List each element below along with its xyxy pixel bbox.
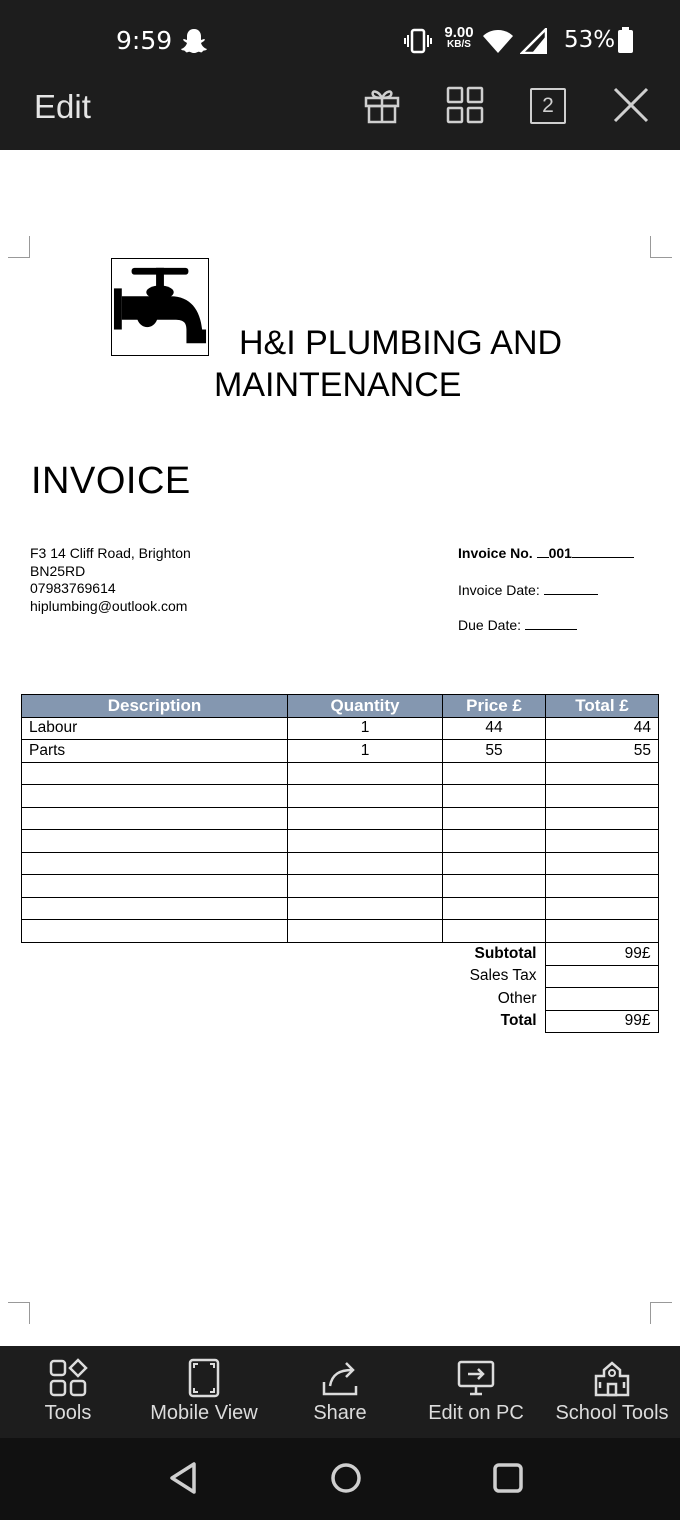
table-cell [288,830,443,853]
table-cell [22,897,288,920]
tools-label: Tools [44,1402,92,1424]
table-row [22,852,659,875]
invoice-number [458,545,634,561]
table-cell [288,807,443,830]
column-header: Quantity [288,695,443,718]
school-tools-button[interactable] [548,1346,676,1438]
edit-on-pc-label: Edit on PC [428,1402,524,1424]
table-row [22,875,659,898]
network-speed-unit: KB/S [447,39,471,50]
table-cell [288,920,443,943]
table-cell [443,875,546,898]
share-icon [320,1358,360,1398]
document-page[interactable] [0,150,680,1346]
table-row [22,762,659,785]
table-cell: 55 [546,740,659,763]
due-date-label: Due Date: [458,617,522,633]
total-row [440,1010,658,1033]
company-name: H&I PLUMBING AND MAINTENANCE [214,324,563,404]
column-header: Total £ [546,695,659,718]
due-date [458,617,577,633]
due-date-field [525,617,577,630]
total-label: Total [500,1012,537,1030]
table-cell [546,807,659,830]
crop-mark [650,236,672,258]
edit-button[interactable]: Edit [34,88,91,125]
table-row [22,897,659,920]
table-row [22,785,659,808]
table-cell [288,785,443,808]
table-row [22,920,659,943]
tools-grid-icon [48,1358,88,1398]
table-cell [288,852,443,875]
table-cell [22,762,288,785]
vibrate-icon [404,28,432,54]
table-row [22,830,659,853]
school-icon [592,1358,632,1398]
close-button[interactable] [610,84,652,126]
status-time: 9:59 [116,26,173,55]
other-label: Other [497,989,537,1007]
table-cell [22,875,288,898]
invoice-date-field [544,582,598,595]
table-cell: 1 [288,717,443,740]
share-label: Share [313,1402,367,1424]
table-cell: 1 [288,740,443,763]
table-cell [546,762,659,785]
table-cell [443,920,546,943]
table-cell [443,830,546,853]
table-cell: Parts [22,740,288,763]
table-cell: Labour [22,717,288,740]
wifi-icon [482,28,514,54]
address-line: F3 14 Cliff Road, Brighton [30,545,191,561]
table-cell [546,830,659,853]
other-value [545,988,658,1011]
table-row [22,717,659,740]
column-header: Price £ [443,695,546,718]
system-nav-bar [0,1438,680,1520]
battery-percentage: 53% [564,27,616,53]
page-count-button[interactable]: 2 [530,88,566,124]
table-cell [288,897,443,920]
table-row [22,740,659,763]
table-cell [22,852,288,875]
bottom-toolbar [0,1346,680,1438]
tools-button[interactable] [28,1346,108,1438]
table-cell: 44 [546,717,659,740]
back-icon[interactable] [164,1458,204,1498]
table-cell [443,785,546,808]
invoice-items-table [21,694,659,943]
sales-tax-label: Sales Tax [469,967,537,985]
table-cell: 55 [443,740,546,763]
table-row [22,807,659,830]
close-icon [610,84,652,126]
table-cell [443,762,546,785]
crop-mark [8,236,30,258]
invoice-heading: INVOICE [31,460,191,502]
crop-mark [8,1302,30,1324]
crop-mark [650,1302,672,1324]
sales-tax-row [440,965,658,988]
table-cell [546,897,659,920]
totals-table [440,942,659,1033]
grid-icon [444,84,486,126]
table-cell [546,920,659,943]
table-cell [443,807,546,830]
network-speed [442,24,476,51]
table-cell [288,762,443,785]
table-cell: 44 [443,717,546,740]
faucet-logo [111,258,209,356]
home-icon[interactable] [326,1458,366,1498]
grid-view-button[interactable] [444,84,486,126]
email-address: hiplumbing@outlook.com [30,597,188,614]
phone-number: 07983769614 [30,580,116,596]
edit-on-pc-icon [456,1358,496,1398]
column-header: Description [22,695,288,718]
mobile-view-label: Mobile View [150,1402,258,1424]
underline [537,545,549,558]
sales-tax-value [545,965,658,988]
subtotal-row [440,943,658,966]
subtotal-label: Subtotal [474,944,537,962]
invoice-number-label: Invoice No. [458,545,533,561]
total-value: 99£ [545,1010,658,1033]
mobile-view-icon [184,1358,224,1398]
school-tools-label: School Tools [555,1402,669,1424]
table-cell [288,875,443,898]
edit-on-pc-button[interactable] [420,1346,532,1438]
address-block [30,545,191,615]
recents-icon[interactable] [488,1458,528,1498]
battery-icon [617,27,634,54]
network-speed-value: 9.00 [444,24,474,41]
gift-button[interactable] [361,84,403,126]
table-cell [546,875,659,898]
status-bar [0,0,680,62]
other-row [440,988,658,1011]
table-cell [22,830,288,853]
subtotal-value: 99£ [545,943,658,966]
table-header-row [22,695,659,718]
faucet-icon [112,259,208,355]
invoice-number-value: 001 [548,545,572,561]
table-cell [546,785,659,808]
invoice-date-label: Invoice Date: [458,582,540,598]
underline [572,545,634,558]
gift-icon [361,84,403,126]
cell-signal-icon [520,28,547,54]
invoice-date [458,582,598,598]
share-button[interactable] [300,1346,380,1438]
table-cell [22,920,288,943]
table-cell [443,852,546,875]
mobile-view-button[interactable] [140,1346,268,1438]
table-cell [22,785,288,808]
table-cell [546,852,659,875]
snapchat-icon [180,27,208,55]
address-line: BN25RD [30,562,86,579]
app-bar [0,62,680,150]
table-cell [443,897,546,920]
table-cell [22,807,288,830]
